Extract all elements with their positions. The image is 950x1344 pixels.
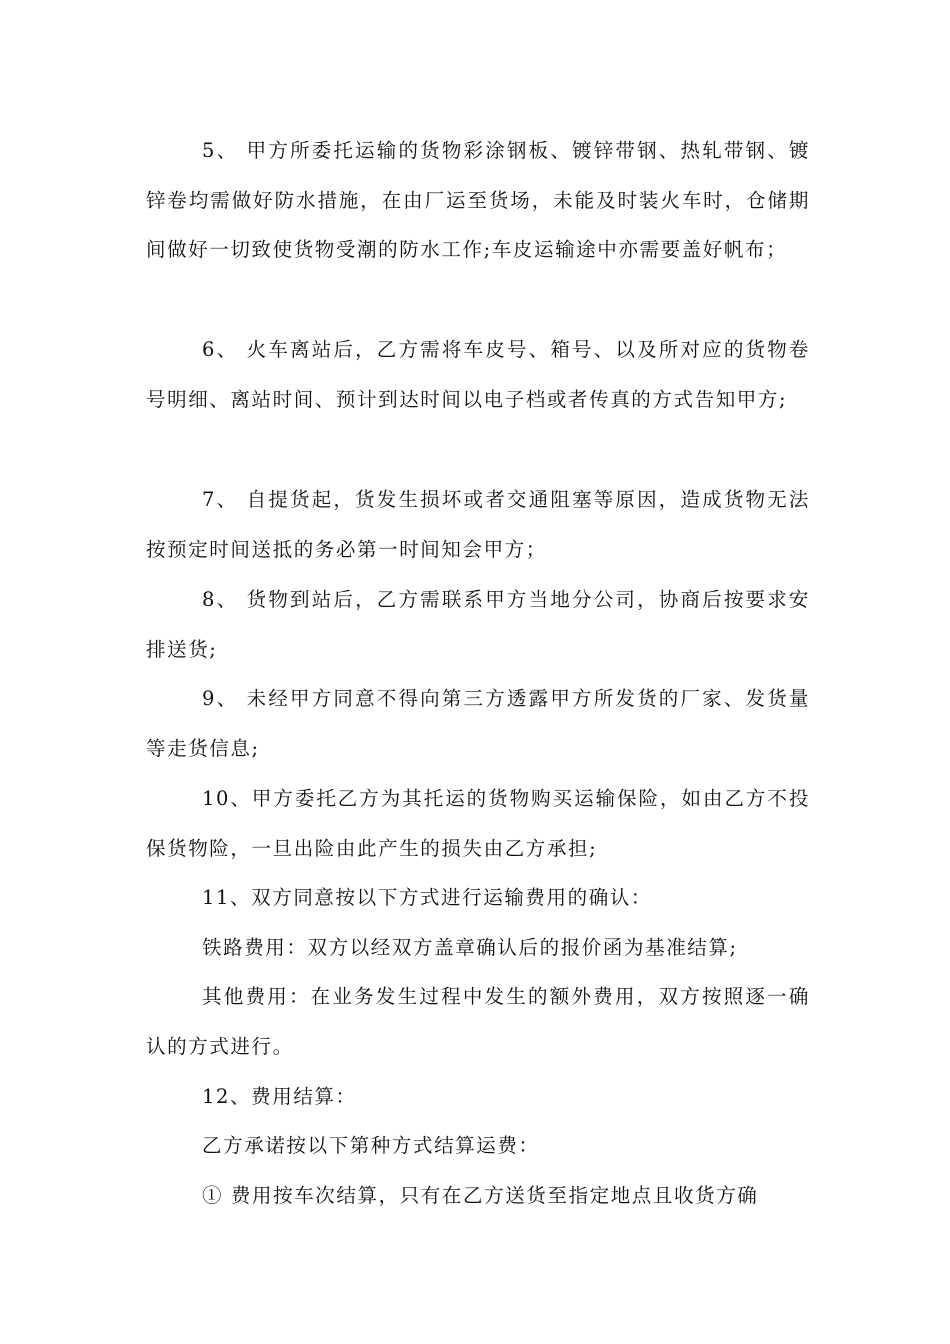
clause-11-paragraph: 11、双方同意按以下方式进行运输费用的确认： bbox=[202, 886, 653, 909]
clause-9-paragraph: 9、 未经甲方同意不得向第三方透露甲方所发货的厂家、发货量等走货信息; bbox=[146, 687, 810, 760]
clause-12-paragraph: 12、费用结算： bbox=[202, 1085, 357, 1108]
settlement-option-1-paragraph: ① 费用按车次结算，只有在乙方送货至指定地点且收货方确 bbox=[202, 1184, 759, 1207]
settlement-method-paragraph: 乙方承诺按以下第种方式结算运费： bbox=[202, 1134, 540, 1157]
clause-8-paragraph: 8、 货物到站后，乙方需联系甲方当地分公司，协商后按要求安排送货; bbox=[146, 588, 810, 661]
railway-fee-paragraph: 铁路费用：双方以经双方盖章确认后的报价函为基准结算; bbox=[202, 936, 738, 959]
clause-5-paragraph: 5、 甲方所委托运输的货物彩涂钢板、镀锌带钢、热轧带钢、镀锌卷均需做好防水措施，在由厂运至货场，未能及时装火车时，仓储期间做好一切致使货物受潮的防水工作;车皮运输途中亦需要盖好帆布； bbox=[146, 139, 810, 261]
clause-6-paragraph: 6、 火车离站后，乙方需将车皮号、箱号、以及所对应的货物卷号明细、离站时间、预计到达时间以电子档或者传真的方式告知甲方; bbox=[146, 338, 810, 411]
clause-10-paragraph: 10、甲方委托乙方为其托运的货物购买运输保险，如由乙方不投保货物险，一旦出险由此产生的损失由乙方承担; bbox=[146, 787, 810, 860]
other-fee-paragraph: 其他费用：在业务发生过程中发生的额外费用，双方按照逐一确认的方式进行。 bbox=[146, 985, 810, 1058]
clause-7-paragraph: 7、 自提货起，货发生损坏或者交通阻塞等原因，造成货物无法按预定时间送抵的务必第一时间知会甲方； bbox=[146, 488, 810, 561]
